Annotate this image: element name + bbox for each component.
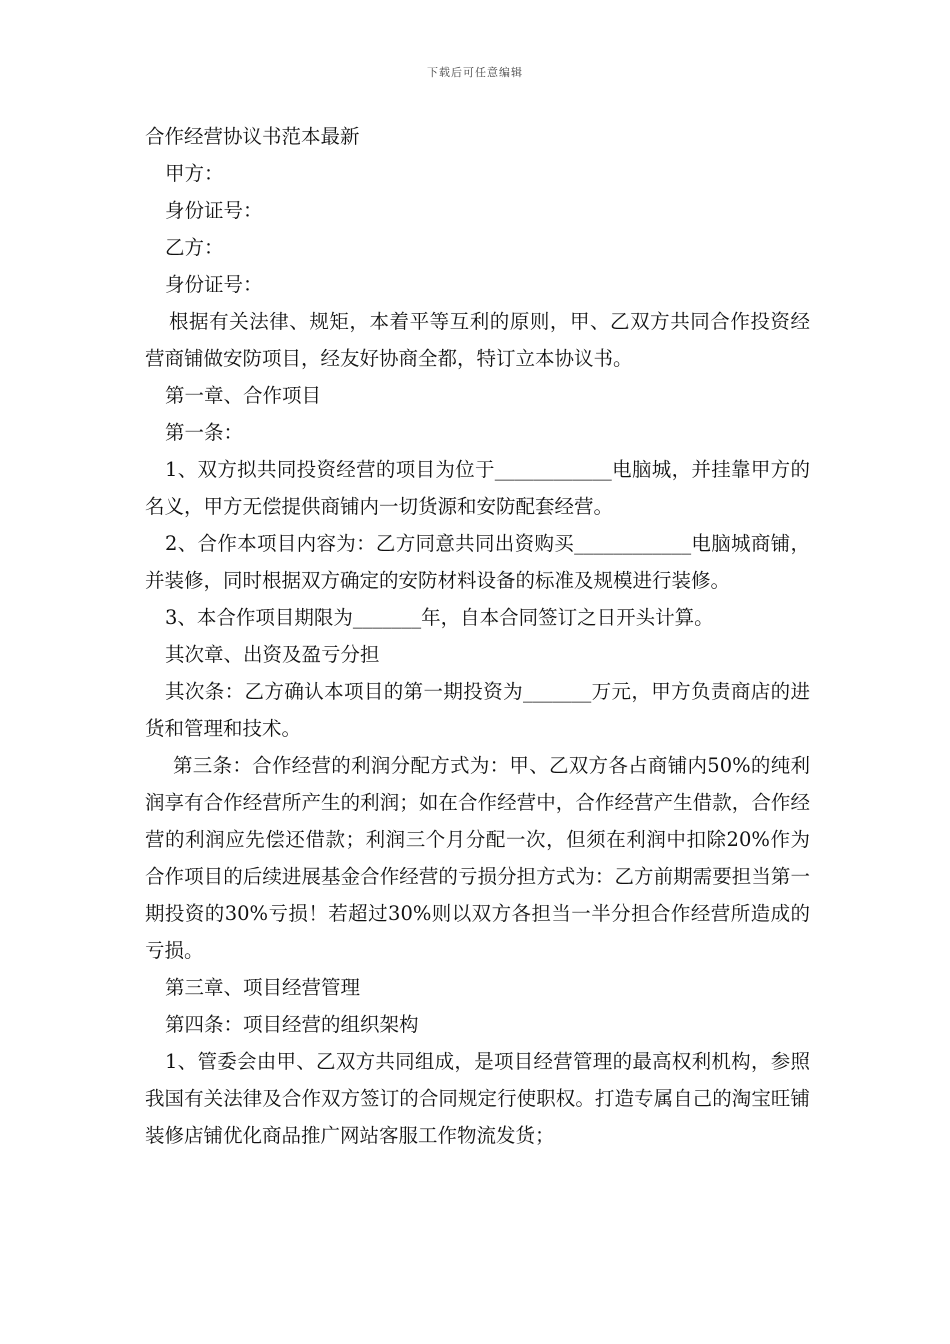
party-a-id-label: 身份证号： bbox=[165, 199, 263, 222]
article-3-paragraph: 第三条：合作经营的利润分配方式为：甲、乙双方各占商铺内50%的纯利润享有合作经营所产生的利润；如在合作经营中，合作经营产生借款，合作经营的利润应先偿还借款；利润三个月分配一次，但须在利润中扣除20%作为合作项目的后续进展基金合作经营的亏损分担方式为：乙方前期需要担当第一期投资的30%亏损！若超过30%则以双方各担当一半分担合作经营所造成的亏损。 bbox=[145, 754, 810, 962]
party-b-id-label: 身份证号： bbox=[165, 273, 263, 296]
page-header-note: 下载后可任意编辑 bbox=[427, 66, 523, 79]
article-1-item-2: 2、合作本项目内容为：乙方同意共同出资购买____________电脑城商铺，并装修，同时根据双方确定的安防材料设备的标准及规模进行装修。 bbox=[145, 532, 810, 592]
party-b-label: 乙方： bbox=[165, 236, 224, 259]
document-title: 合作经营协议书范本最新 bbox=[145, 125, 360, 148]
chapter-2-heading: 其次章、出资及盈亏分担 bbox=[165, 643, 380, 666]
article-1-heading: 第一条： bbox=[165, 421, 244, 444]
article-2-paragraph: 其次条：乙方确认本项目的第一期投资为_______万元，甲方负责商店的进货和管理和技术。 bbox=[145, 680, 810, 740]
article-4-heading: 第四条：项目经营的组织架构 bbox=[165, 1013, 419, 1036]
party-a-label: 甲方： bbox=[165, 162, 224, 185]
preamble-paragraph: 根据有关法律、规矩，本着平等互利的原则，甲、乙双方共同合作投资经营商铺做安防项目，经友好协商全都，特订立本协议书。 bbox=[145, 310, 810, 370]
chapter-1-heading: 第一章、合作项目 bbox=[165, 384, 322, 407]
article-1-item-3: 3、本合作项目期限为_______年，自本合同签订之日开头计算。 bbox=[165, 606, 714, 629]
article-4-item-1: 1、管委会由甲、乙双方共同组成，是项目经营管理的最高权利机构，参照我国有关法律及合作双方签订的合同规定行使职权。打造专属自己的淘宝旺铺装修店铺优化商品推广网站客服工作物流发货； bbox=[145, 1050, 810, 1147]
article-1-item-1: 1、双方拟共同投资经营的项目为位于____________电脑城，并挂靠甲方的名义，甲方无偿提供商铺内一切货源和安防配套经营。 bbox=[145, 458, 810, 518]
document-body bbox=[145, 118, 810, 1154]
chapter-3-heading: 第三章、项目经营管理 bbox=[165, 976, 361, 999]
